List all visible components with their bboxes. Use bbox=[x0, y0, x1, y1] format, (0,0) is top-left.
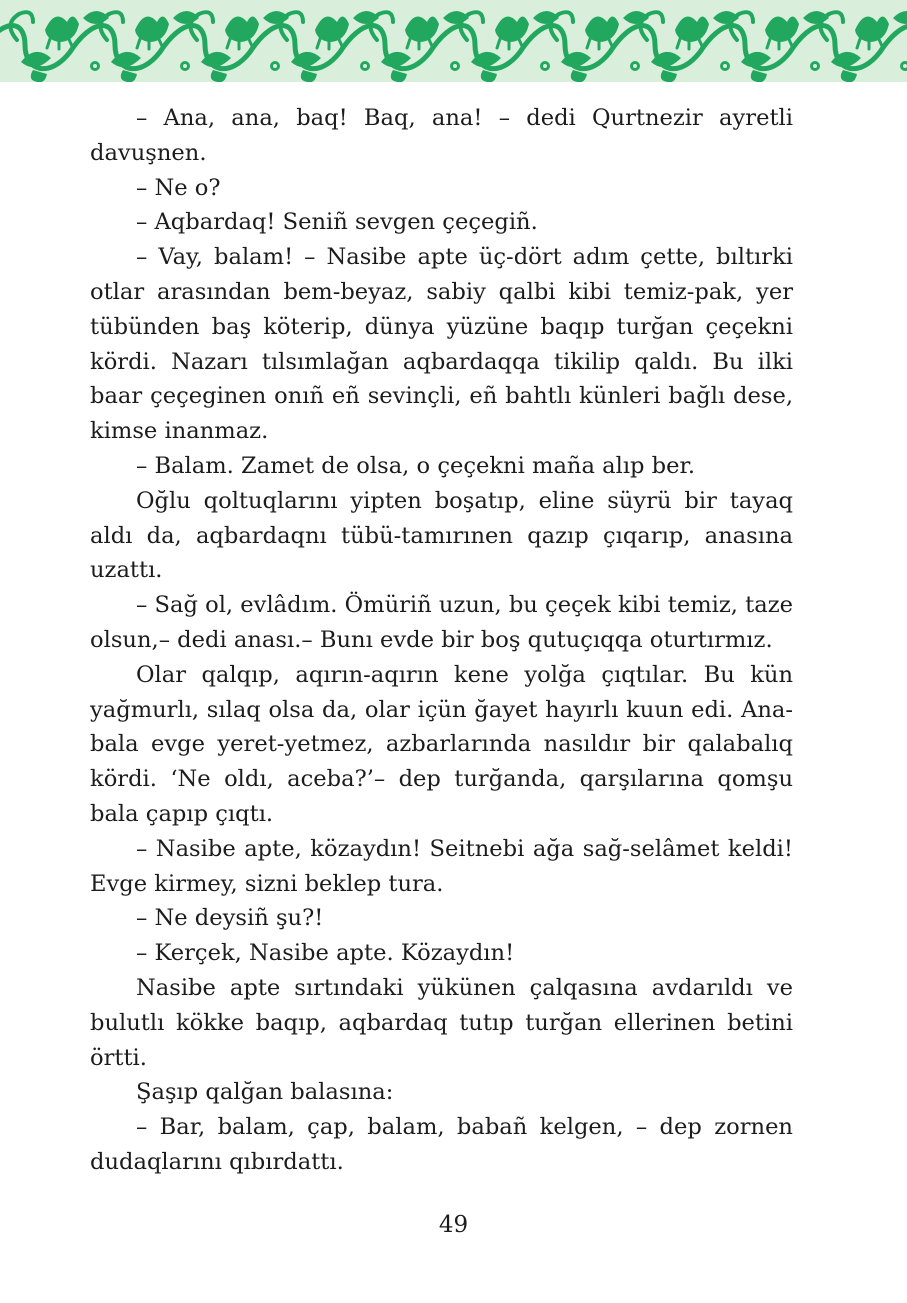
body-text bbox=[90, 101, 793, 1180]
paragraph: – Nasibe apte, közaydın! Seitnebi ağa sağ-selâmet keldi! Evge kirmey, sizni beklep tura. bbox=[90, 835, 793, 897]
paragraph: – Ana, ana, baq! Baq, ana! – dedi Qurtnezir ayretli davuşnen. bbox=[90, 105, 793, 166]
floral-vine-ornament-icon bbox=[0, 0, 907, 82]
paragraph: Olar qalqıp, aqırın-aqırın kene yolğa çıqtılar. Bu kün yağmurlı, sılaq olsa da, olar içün ğayet hayırlı kuun edi. Ana-bala evge yeret-yetmez, azbarlarında nasıldır bir qalabalıq kördi. ‘Ne oldı, aceba?’– dep turğanda, qarşılarına qomşu bala çapıp çıqtı. bbox=[90, 661, 793, 827]
paragraph: – Vay, balam! – Nasibe apte üç-dört adım çette, bıltırki otlar arasından bem-beyaz, sabiy qalbi kibi temiz-pak, yer tübünden baş köterip, dünya yüzüne baqıp turğan çeçekni kördi. Nazarı tılsımlağan aqbardaqqa tikilip qaldı. Bu ilki baar çeçeginen onıñ eñ sevinçli, eñ bahtlı künleri bağlı dese, kimse inanmaz. bbox=[90, 244, 793, 445]
paragraph: – Aqbardaq! Seniñ sevgen çeçegiñ. bbox=[136, 209, 538, 236]
paragraph: – Ne o? bbox=[136, 174, 221, 201]
paragraph: – Sağ ol, evlâdım. Ömüriñ uzun, bu çeçek kibi temiz, taze olsun,– dedi anası.– Bunı evde bir boş qutuçıqqa oturtırmız. bbox=[90, 592, 793, 653]
header-ornament-band bbox=[0, 0, 907, 82]
paragraph: – Balam. Zamet de olsa, o çeçekni maña alıp ber. bbox=[136, 452, 696, 479]
paragraph: Nasibe apte sırtındaki yükünen çalqasına avdarıldı ve bulutlı kökke baqıp, aqbardaq tutıp turğan ellerinen betini örtti. bbox=[90, 974, 793, 1071]
page-number: 49 bbox=[438, 1212, 469, 1238]
paragraph: – Bar, balam, çap, balam, babañ kelgen, – dep zornen dudaqlarını qıbırdattı. bbox=[90, 1114, 793, 1175]
paragraph: Şaşıp qalğan balasına: bbox=[136, 1079, 394, 1106]
paragraph: – Ne deysiñ şu?! bbox=[136, 905, 324, 932]
paragraph: – Kerçek, Nasibe apte. Közaydın! bbox=[136, 940, 515, 967]
paragraph: Oğlu qoltuqlarını yipten boşatıp, eline süyrü bir tayaq aldı da, aqbardaqnı tübü-tamırınen qazıp çıqarıp, anasına uzattı. bbox=[90, 487, 793, 584]
